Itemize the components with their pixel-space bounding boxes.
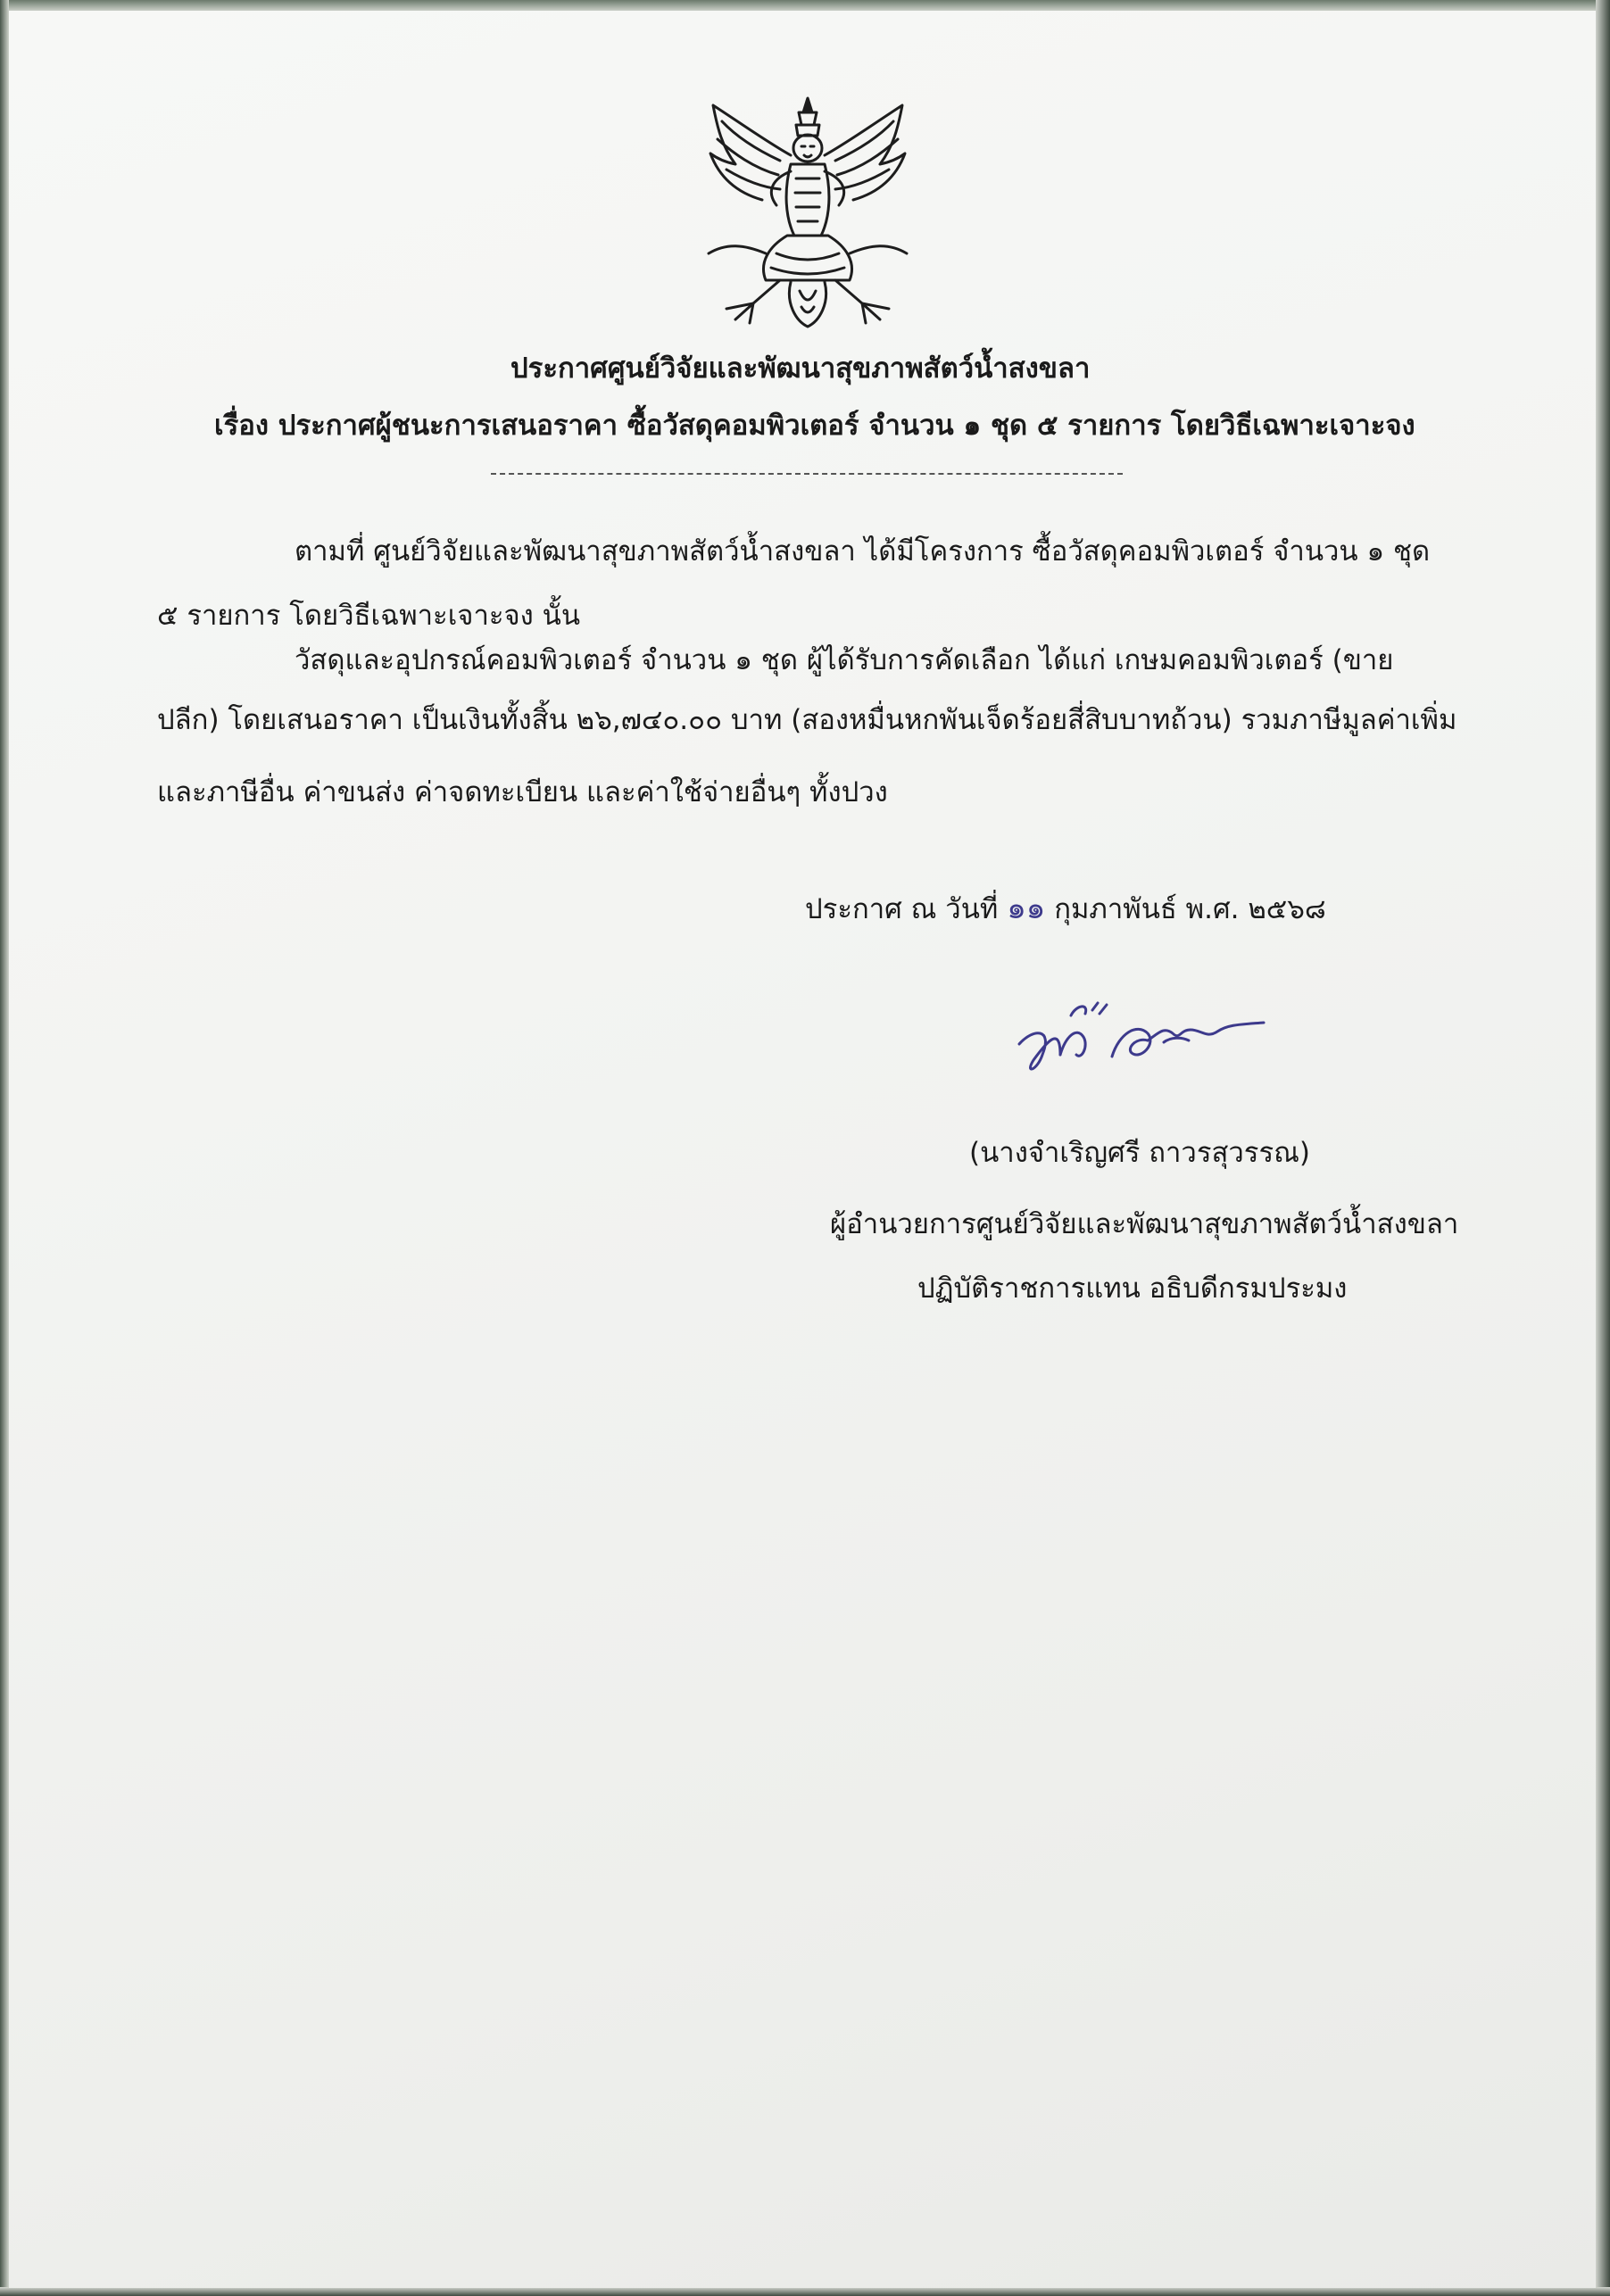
announcement-subject: เรื่อง ประกาศผู้ชนะการเสนอราคา ซื้อวัสดุคอมพิวเตอร์ จำนวน ๑ ชุด ๕ รายการ โดยวิธีเฉพาะเจาะจง: [214, 410, 1415, 442]
photo-background-right: [1596, 0, 1610, 2296]
title-divider: [491, 473, 1123, 475]
handwritten-signature-icon: [1007, 974, 1274, 1090]
announcement-date: [805, 891, 1326, 927]
paragraph2-line1: วัสดุและอุปกรณ์คอมพิวเตอร์ จำนวน ๑ ชุด ผู้ได้รับการคัดเลือก ได้แก่ เกษมคอมพิวเตอร์ (ขาย: [295, 644, 1394, 676]
photo-background-left: [0, 0, 9, 2296]
document-sheet: [9, 11, 1596, 2288]
date-suffix: กุมภาพันธ์ พ.ศ. ๒๕๖๘: [1045, 893, 1326, 925]
paragraph2-line3: และภาษีอื่น ค่าขนส่ง ค่าจดทะเบียน และค่าใช้จ่ายอื่นๆ ทั้งปวง: [157, 776, 888, 808]
signatory-position: ผู้อำนวยการศูนย์วิจัยและพัฒนาสุขภาพสัตว์น้ำสงขลา: [830, 1208, 1459, 1240]
signatory-acting-for: ปฏิบัติราชการแทน อธิบดีกรมประมง: [917, 1272, 1348, 1305]
date-prefix: ประกาศ ณ วันที่: [805, 893, 1008, 925]
announcement-title: ประกาศศูนย์วิจัยและพัฒนาสุขภาพสัตว์น้ำสงขลา: [510, 352, 1091, 385]
garuda-emblem-icon: [691, 93, 925, 334]
photo-background-bottom: [0, 2287, 1610, 2296]
date-day-handwritten: ๑๑: [1007, 891, 1046, 926]
paragraph1-line2: ๕ รายการ โดยวิธีเฉพาะเจาะจง นั้น: [157, 600, 581, 632]
signatory-name: (นางจำเริญศรี ถาวรสุวรรณ): [969, 1137, 1310, 1169]
paragraph1-line1: ตามที่ ศูนย์วิจัยและพัฒนาสุขภาพสัตว์น้ำสงขลา ได้มีโครงการ ซื้อวัสดุคอมพิวเตอร์ จำนวน ๑ ชุด: [295, 535, 1431, 568]
paragraph2-line2: ปลีก) โดยเสนอราคา เป็นเงินทั้งสิ้น ๒๖,๗๔๐.๐๐ บาท (สองหมื่นหกพันเจ็ดร้อยสี่สิบบาทถ้วน) รวมภาษีมูลค่าเพิ่ม: [157, 704, 1457, 736]
